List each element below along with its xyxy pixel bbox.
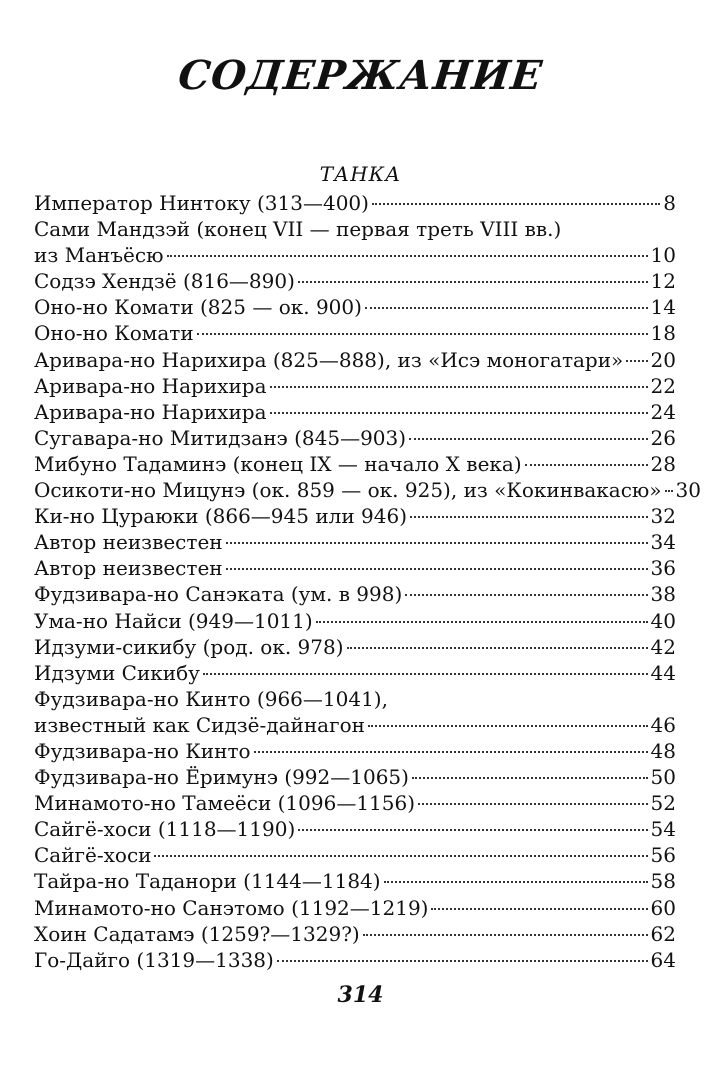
toc-entry-page: 40 xyxy=(650,608,676,633)
toc-entry-page: 54 xyxy=(650,817,676,842)
toc-entry-page: 32 xyxy=(650,504,676,529)
toc-entry-title: Фудзивара-но Кинто xyxy=(34,738,251,763)
toc-entry xyxy=(34,320,676,346)
toc-entry xyxy=(34,425,676,451)
toc-entry xyxy=(34,816,676,842)
toc-entry-title: из Манъёсю xyxy=(34,243,164,268)
dot-leader xyxy=(368,725,648,727)
toc-entry-title: Минамото-но Тамеёси (1096—1156) xyxy=(34,791,416,816)
toc-entry-page: 28 xyxy=(650,451,676,476)
toc-entry-page: 30 xyxy=(675,478,701,503)
toc-entry xyxy=(34,608,676,634)
dot-leader xyxy=(409,438,647,440)
toc-entry-page: 26 xyxy=(650,425,676,450)
toc-entry-title: Тайра-но Таданори (1144—1184) xyxy=(34,869,381,894)
dot-leader xyxy=(405,594,647,596)
dot-leader xyxy=(365,307,648,309)
toc-entry xyxy=(34,712,676,738)
toc-entry-page: 8 xyxy=(663,191,676,215)
toc-entry-page: 14 xyxy=(650,295,676,320)
dot-leader xyxy=(254,751,648,753)
toc-entry xyxy=(34,373,676,399)
toc-entry-title: Идзуми-сикибу (род. ок. 978) xyxy=(34,634,344,659)
toc-entry-page: 12 xyxy=(650,269,676,294)
toc-entry-page: 50 xyxy=(650,765,676,790)
toc-entry xyxy=(34,634,676,660)
toc-entry-title: Фудзивара-но Санэката (ум. в 998) xyxy=(34,582,403,607)
toc-entry xyxy=(34,686,676,712)
toc-entry-title: Фудзивара-но Ёримунэ (992—1065) xyxy=(34,765,409,790)
toc-entry xyxy=(34,947,676,973)
dot-leader xyxy=(525,464,648,466)
toc-entry-title: Император Нинтоку (313—400) xyxy=(34,191,369,215)
toc-entry-title: Го-Дайго (1319—1338) xyxy=(34,947,274,972)
toc-entry-page: 42 xyxy=(650,634,676,659)
toc-entry-page: 56 xyxy=(650,843,676,868)
toc-entry-page: 46 xyxy=(650,712,676,737)
table-of-contents xyxy=(34,190,701,973)
toc-entry-title: Содзэ Хендзё (816—890) xyxy=(34,269,295,294)
toc-entry-page: 64 xyxy=(650,947,676,972)
dot-leader xyxy=(626,360,647,362)
dot-leader xyxy=(418,803,648,805)
toc-entry-page: 22 xyxy=(650,373,676,398)
toc-entry-title: Хоин Садатамэ (1259?—1329?) xyxy=(34,921,360,946)
toc-entry-page: 44 xyxy=(650,660,676,685)
toc-entry-page: 18 xyxy=(650,321,676,346)
toc-entry xyxy=(34,895,676,921)
toc-entry-page: 24 xyxy=(650,399,676,424)
toc-entry-title: Осикоти-но Мицунэ (ок. 859 — ок. 925), из «Кокинвакасю» xyxy=(34,478,662,503)
toc-entry-title: Ки-но Цураюки (866—945 или 946) xyxy=(34,504,408,529)
toc-entry-title: Аривара-но Нарихира xyxy=(34,399,267,424)
toc-entry xyxy=(34,764,676,790)
toc-entry-page: 10 xyxy=(650,243,676,268)
toc-entry xyxy=(34,347,676,373)
dot-leader xyxy=(665,490,673,492)
dot-leader xyxy=(203,673,648,675)
toc-entry xyxy=(34,190,676,216)
dot-leader xyxy=(384,881,648,883)
dot-leader xyxy=(226,542,648,544)
toc-entry-page: 20 xyxy=(650,347,676,372)
dot-leader xyxy=(270,412,648,414)
toc-entry-page: 60 xyxy=(650,895,676,920)
dot-leader xyxy=(410,516,648,518)
toc-entry-title: Автор неизвестен xyxy=(34,556,223,581)
toc-entry xyxy=(34,660,676,686)
dot-leader xyxy=(226,568,648,570)
toc-entry-title: Аривара-но Нарихира xyxy=(34,373,267,398)
toc-entry-title: известный как Сидзё-дайнагон xyxy=(34,712,365,737)
toc-entry-title: Фудзивара-но Кинто (966—1041), xyxy=(34,686,388,711)
toc-entry-page: 36 xyxy=(650,556,676,581)
toc-entry xyxy=(34,868,676,894)
toc-entry-page: 52 xyxy=(650,791,676,816)
section-title: ТАНКА xyxy=(319,162,402,186)
toc-entry-title: Оно-но Комати (825 — ок. 900) xyxy=(34,295,362,320)
dot-leader xyxy=(277,960,648,962)
toc-entry-title: Аривара-но Нарихира (825—888), из «Исэ моногатари» xyxy=(34,347,624,372)
toc-entry-page: 58 xyxy=(650,869,676,894)
toc-entry xyxy=(34,529,676,555)
dot-leader xyxy=(412,777,648,779)
toc-entry xyxy=(34,451,676,477)
toc-entry xyxy=(34,399,676,425)
page-title: СОДЕРЖАНИЕ xyxy=(176,52,545,99)
toc-entry xyxy=(34,555,676,581)
dot-leader xyxy=(197,333,648,335)
toc-entry-title: Идзуми Сикибу xyxy=(34,660,200,685)
toc-entry-page: 48 xyxy=(650,738,676,763)
toc-entry-title: Сайгё-хоси xyxy=(34,843,152,868)
toc-entry xyxy=(34,242,676,268)
toc-entry xyxy=(34,268,676,294)
dot-leader xyxy=(298,281,648,283)
toc-entry xyxy=(34,581,676,607)
dot-leader xyxy=(270,386,648,388)
toc-entry-title: Ума-но Найси (949—1011) xyxy=(34,608,313,633)
toc-entry xyxy=(34,790,676,816)
toc-entry-page: 38 xyxy=(650,582,676,607)
toc-entry-title: Сами Мандзэй (конец VII — первая треть VIII вв.) xyxy=(34,217,562,242)
toc-entry-title: Минамото-но Санэтомо (1192—1219) xyxy=(34,895,429,920)
toc-entry-title: Сугавара-но Митидзанэ (845—903) xyxy=(34,425,407,450)
dot-leader xyxy=(347,647,648,649)
toc-entry xyxy=(34,842,676,868)
toc-entry-title: Оно-но Комати xyxy=(34,321,194,346)
toc-entry-page: 62 xyxy=(650,921,676,946)
toc-entry xyxy=(34,738,676,764)
dot-leader xyxy=(372,203,660,205)
page-number: 314 xyxy=(337,982,384,1008)
toc-entry xyxy=(34,477,701,503)
dot-leader xyxy=(298,829,647,831)
toc-entry xyxy=(34,921,676,947)
dot-leader xyxy=(363,934,648,936)
dot-leader xyxy=(167,255,648,257)
dot-leader xyxy=(154,855,647,857)
toc-entry-page: 34 xyxy=(650,530,676,555)
toc-entry-title: Мибуно Тадаминэ (конец IX — начало X века) xyxy=(34,451,522,476)
toc-entry-title: Автор неизвестен xyxy=(34,530,223,555)
toc-entry xyxy=(34,503,676,529)
dot-leader xyxy=(316,621,648,623)
dot-leader xyxy=(431,908,647,910)
toc-entry xyxy=(34,216,676,242)
toc-entry xyxy=(34,294,676,320)
toc-entry-title: Сайгё-хоси (1118—1190) xyxy=(34,817,296,842)
